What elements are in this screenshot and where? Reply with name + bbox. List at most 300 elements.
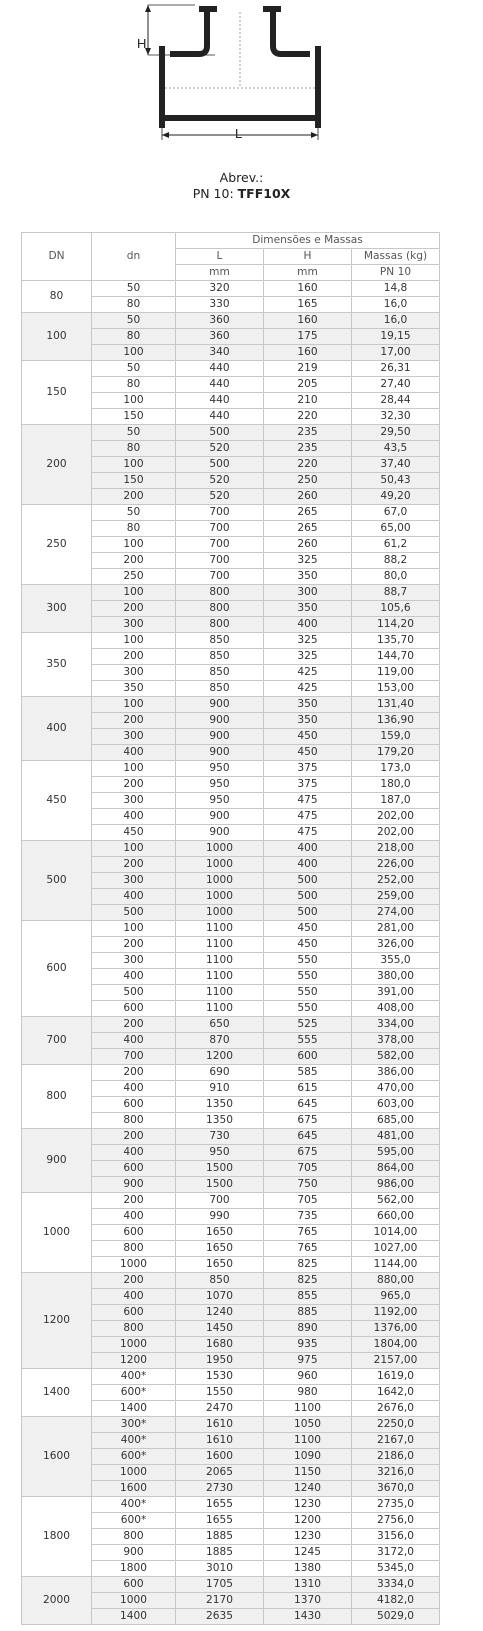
l-cell: 1100 bbox=[176, 921, 264, 937]
dn-cell: 1000 bbox=[22, 1193, 92, 1273]
l-cell: 320 bbox=[176, 281, 264, 297]
h-cell: 210 bbox=[264, 393, 352, 409]
mass-cell: 3156,0 bbox=[352, 1529, 440, 1545]
dn-group bbox=[22, 841, 440, 921]
h-cell: 960 bbox=[264, 1369, 352, 1385]
dn-small-cell: 1000 bbox=[92, 1337, 176, 1353]
dn-small-cell: 300* bbox=[92, 1417, 176, 1433]
l-cell: 1000 bbox=[176, 857, 264, 873]
mass-cell: 49,20 bbox=[352, 489, 440, 505]
dn-small-cell: 100 bbox=[92, 345, 176, 361]
mass-cell: 1192,00 bbox=[352, 1305, 440, 1321]
h-cell: 175 bbox=[264, 329, 352, 345]
mass-cell: 2735,0 bbox=[352, 1497, 440, 1513]
h-cell: 450 bbox=[264, 937, 352, 953]
h-cell: 765 bbox=[264, 1225, 352, 1241]
dn-small-cell: 50 bbox=[92, 425, 176, 441]
mass-cell: 131,40 bbox=[352, 697, 440, 713]
l-cell: 850 bbox=[176, 681, 264, 697]
h-cell: 1100 bbox=[264, 1433, 352, 1449]
l-cell: 1100 bbox=[176, 937, 264, 953]
header-mass: Massas (kg) bbox=[352, 249, 440, 265]
l-cell: 1650 bbox=[176, 1257, 264, 1273]
dn-small-cell: 600 bbox=[92, 1001, 176, 1017]
dn-small-cell: 200 bbox=[92, 489, 176, 505]
h-cell: 425 bbox=[264, 665, 352, 681]
l-cell: 520 bbox=[176, 473, 264, 489]
dn-small-cell: 600 bbox=[92, 1577, 176, 1593]
dn-group bbox=[22, 1065, 440, 1129]
l-cell: 700 bbox=[176, 1193, 264, 1209]
dn-cell: 800 bbox=[22, 1065, 92, 1129]
l-cell: 700 bbox=[176, 537, 264, 553]
table-row bbox=[22, 1065, 440, 1081]
h-cell: 980 bbox=[264, 1385, 352, 1401]
dn-small-cell: 600* bbox=[92, 1385, 176, 1401]
h-cell: 615 bbox=[264, 1081, 352, 1097]
table-row bbox=[22, 585, 440, 601]
dn-small-cell: 400 bbox=[92, 1209, 176, 1225]
dn-small-cell: 400 bbox=[92, 1033, 176, 1049]
l-cell: 1200 bbox=[176, 1049, 264, 1065]
h-cell: 475 bbox=[264, 825, 352, 841]
mass-cell: 179,20 bbox=[352, 745, 440, 761]
l-cell: 1350 bbox=[176, 1097, 264, 1113]
l-cell: 1705 bbox=[176, 1577, 264, 1593]
dn-group bbox=[22, 761, 440, 841]
mass-cell: 88,7 bbox=[352, 585, 440, 601]
h-cell: 1200 bbox=[264, 1513, 352, 1529]
h-cell: 325 bbox=[264, 633, 352, 649]
dn-small-cell: 200 bbox=[92, 553, 176, 569]
h-cell: 265 bbox=[264, 505, 352, 521]
l-cell: 1000 bbox=[176, 905, 264, 921]
mass-cell: 173,0 bbox=[352, 761, 440, 777]
h-cell: 550 bbox=[264, 985, 352, 1001]
mass-cell: 986,00 bbox=[352, 1177, 440, 1193]
h-cell: 525 bbox=[264, 1017, 352, 1033]
dn-small-cell: 900 bbox=[92, 1545, 176, 1561]
mass-cell: 4182,0 bbox=[352, 1593, 440, 1609]
mass-cell: 3334,0 bbox=[352, 1577, 440, 1593]
l-cell: 990 bbox=[176, 1209, 264, 1225]
h-cell: 475 bbox=[264, 793, 352, 809]
mass-cell: 105,6 bbox=[352, 601, 440, 617]
h-cell: 1100 bbox=[264, 1401, 352, 1417]
dn-cell: 700 bbox=[22, 1017, 92, 1065]
h-cell: 300 bbox=[264, 585, 352, 601]
dn-small-cell: 100 bbox=[92, 537, 176, 553]
mass-cell: 378,00 bbox=[352, 1033, 440, 1049]
dn-small-cell: 1800 bbox=[92, 1561, 176, 1577]
dn-small-cell: 50 bbox=[92, 361, 176, 377]
table-row bbox=[22, 425, 440, 441]
dn-cell: 200 bbox=[22, 425, 92, 505]
l-cell: 900 bbox=[176, 745, 264, 761]
dn-small-cell: 100 bbox=[92, 633, 176, 649]
l-cell: 1100 bbox=[176, 969, 264, 985]
dn-cell: 80 bbox=[22, 281, 92, 313]
mass-cell: 80,0 bbox=[352, 569, 440, 585]
h-cell: 825 bbox=[264, 1257, 352, 1273]
l-cell: 2065 bbox=[176, 1465, 264, 1481]
dn-small-cell: 400* bbox=[92, 1369, 176, 1385]
l-cell: 900 bbox=[176, 713, 264, 729]
dn-group bbox=[22, 1577, 440, 1625]
h-cell: 450 bbox=[264, 921, 352, 937]
mass-cell: 37,40 bbox=[352, 457, 440, 473]
l-cell: 2470 bbox=[176, 1401, 264, 1417]
dn-small-cell: 400* bbox=[92, 1433, 176, 1449]
l-cell: 1550 bbox=[176, 1385, 264, 1401]
dn-group bbox=[22, 1369, 440, 1417]
h-cell: 265 bbox=[264, 521, 352, 537]
dn-small-cell: 700 bbox=[92, 1049, 176, 1065]
h-cell: 220 bbox=[264, 409, 352, 425]
l-cell: 700 bbox=[176, 553, 264, 569]
dn-small-cell: 200 bbox=[92, 1017, 176, 1033]
dn-small-cell: 400 bbox=[92, 889, 176, 905]
h-cell: 585 bbox=[264, 1065, 352, 1081]
l-cell: 700 bbox=[176, 569, 264, 585]
dn-small-cell: 300 bbox=[92, 953, 176, 969]
dn-small-cell: 80 bbox=[92, 377, 176, 393]
l-cell: 850 bbox=[176, 665, 264, 681]
dn-small-cell: 100 bbox=[92, 585, 176, 601]
l-cell: 500 bbox=[176, 425, 264, 441]
l-cell: 910 bbox=[176, 1081, 264, 1097]
dn-cell: 100 bbox=[22, 313, 92, 361]
dn-small-cell: 1600 bbox=[92, 1481, 176, 1497]
l-cell: 900 bbox=[176, 729, 264, 745]
header-h-unit: mm bbox=[264, 265, 352, 281]
dn-small-cell: 100 bbox=[92, 393, 176, 409]
mass-cell: 119,00 bbox=[352, 665, 440, 681]
l-cell: 330 bbox=[176, 297, 264, 313]
l-cell: 1610 bbox=[176, 1433, 264, 1449]
header-dn: DN bbox=[22, 233, 92, 281]
dn-cell: 1600 bbox=[22, 1417, 92, 1497]
dn-small-cell: 300 bbox=[92, 617, 176, 633]
table-row bbox=[22, 281, 440, 297]
mass-cell: 32,30 bbox=[352, 409, 440, 425]
dn-small-cell: 1400 bbox=[92, 1609, 176, 1625]
mass-cell: 159,0 bbox=[352, 729, 440, 745]
dn-small-cell: 100 bbox=[92, 921, 176, 937]
dn-cell: 2000 bbox=[22, 1577, 92, 1625]
l-cell: 850 bbox=[176, 649, 264, 665]
dn-cell: 1200 bbox=[22, 1273, 92, 1369]
h-cell: 975 bbox=[264, 1353, 352, 1369]
l-cell: 1650 bbox=[176, 1225, 264, 1241]
l-cell: 730 bbox=[176, 1129, 264, 1145]
mass-cell: 380,00 bbox=[352, 969, 440, 985]
l-cell: 340 bbox=[176, 345, 264, 361]
dn-small-cell: 400 bbox=[92, 969, 176, 985]
l-cell: 1655 bbox=[176, 1497, 264, 1513]
h-cell: 855 bbox=[264, 1289, 352, 1305]
mass-cell: 685,00 bbox=[352, 1113, 440, 1129]
l-cell: 1950 bbox=[176, 1353, 264, 1369]
l-cell: 900 bbox=[176, 825, 264, 841]
l-cell: 2635 bbox=[176, 1609, 264, 1625]
mass-cell: 1027,00 bbox=[352, 1241, 440, 1257]
mass-cell: 3172,0 bbox=[352, 1545, 440, 1561]
mass-cell: 880,00 bbox=[352, 1273, 440, 1289]
h-cell: 375 bbox=[264, 777, 352, 793]
dn-small-cell: 500 bbox=[92, 905, 176, 921]
dn-small-cell: 400 bbox=[92, 1145, 176, 1161]
dn-group bbox=[22, 1017, 440, 1065]
mass-cell: 114,20 bbox=[352, 617, 440, 633]
table-row bbox=[22, 697, 440, 713]
mass-cell: 274,00 bbox=[352, 905, 440, 921]
h-cell: 350 bbox=[264, 601, 352, 617]
dn-small-cell: 600 bbox=[92, 1097, 176, 1113]
l-cell: 1100 bbox=[176, 953, 264, 969]
mass-cell: 14,8 bbox=[352, 281, 440, 297]
dn-small-cell: 400 bbox=[92, 1081, 176, 1097]
mass-cell: 2167,0 bbox=[352, 1433, 440, 1449]
h-cell: 400 bbox=[264, 617, 352, 633]
dn-small-cell: 400* bbox=[92, 1497, 176, 1513]
dn-small-cell: 200 bbox=[92, 1273, 176, 1289]
h-cell: 375 bbox=[264, 761, 352, 777]
dn-small-cell: 100 bbox=[92, 841, 176, 857]
dn-small-cell: 800 bbox=[92, 1241, 176, 1257]
h-cell: 550 bbox=[264, 1001, 352, 1017]
mass-cell: 386,00 bbox=[352, 1065, 440, 1081]
h-cell: 1230 bbox=[264, 1529, 352, 1545]
h-cell: 675 bbox=[264, 1113, 352, 1129]
l-cell: 1070 bbox=[176, 1289, 264, 1305]
table-row bbox=[22, 633, 440, 649]
dn-small-cell: 400 bbox=[92, 1289, 176, 1305]
dn-small-cell: 900 bbox=[92, 1177, 176, 1193]
dn-small-cell: 200 bbox=[92, 601, 176, 617]
dimensions-table bbox=[21, 232, 440, 1625]
h-cell: 235 bbox=[264, 425, 352, 441]
mass-cell: 2250,0 bbox=[352, 1417, 440, 1433]
table-row bbox=[22, 841, 440, 857]
mass-cell: 144,70 bbox=[352, 649, 440, 665]
h-cell: 400 bbox=[264, 841, 352, 857]
mass-cell: 67,0 bbox=[352, 505, 440, 521]
h-cell: 425 bbox=[264, 681, 352, 697]
h-cell: 260 bbox=[264, 537, 352, 553]
mass-cell: 1014,00 bbox=[352, 1225, 440, 1241]
l-cell: 1610 bbox=[176, 1417, 264, 1433]
l-cell: 1000 bbox=[176, 889, 264, 905]
dn-group bbox=[22, 585, 440, 633]
dn-small-cell: 600 bbox=[92, 1305, 176, 1321]
product-caption bbox=[0, 170, 483, 202]
l-cell: 650 bbox=[176, 1017, 264, 1033]
l-cell: 1650 bbox=[176, 1241, 264, 1257]
dn-small-cell: 250 bbox=[92, 569, 176, 585]
dn-small-cell: 1200 bbox=[92, 1353, 176, 1369]
dn-group bbox=[22, 1129, 440, 1193]
mass-cell: 2676,0 bbox=[352, 1401, 440, 1417]
l-cell: 1000 bbox=[176, 841, 264, 857]
dn-small-cell: 50 bbox=[92, 505, 176, 521]
l-cell: 950 bbox=[176, 1145, 264, 1161]
l-cell: 850 bbox=[176, 633, 264, 649]
dn-small-cell: 200 bbox=[92, 777, 176, 793]
mass-cell: 1804,00 bbox=[352, 1337, 440, 1353]
dn-cell: 500 bbox=[22, 841, 92, 921]
dn-small-cell: 300 bbox=[92, 665, 176, 681]
mass-cell: 408,00 bbox=[352, 1001, 440, 1017]
dn-small-cell: 350 bbox=[92, 681, 176, 697]
dn-small-cell: 600 bbox=[92, 1161, 176, 1177]
dn-group bbox=[22, 1417, 440, 1497]
dn-small-cell: 80 bbox=[92, 441, 176, 457]
mass-cell: 391,00 bbox=[352, 985, 440, 1001]
header-mass-unit: PN 10 bbox=[352, 265, 440, 281]
table-row bbox=[22, 505, 440, 521]
l-cell: 1655 bbox=[176, 1513, 264, 1529]
dn-small-cell: 80 bbox=[92, 521, 176, 537]
h-cell: 645 bbox=[264, 1097, 352, 1113]
h-cell: 1430 bbox=[264, 1609, 352, 1625]
l-cell: 520 bbox=[176, 441, 264, 457]
mass-cell: 2756,0 bbox=[352, 1513, 440, 1529]
h-cell: 600 bbox=[264, 1049, 352, 1065]
l-cell: 2170 bbox=[176, 1593, 264, 1609]
l-cell: 1450 bbox=[176, 1321, 264, 1337]
l-cell: 1500 bbox=[176, 1177, 264, 1193]
dn-cell: 400 bbox=[22, 697, 92, 761]
dn-small-cell: 150 bbox=[92, 473, 176, 489]
table-row bbox=[22, 1193, 440, 1209]
dn-small-cell: 80 bbox=[92, 329, 176, 345]
dn-small-cell: 300 bbox=[92, 873, 176, 889]
h-cell: 1370 bbox=[264, 1593, 352, 1609]
mass-cell: 27,40 bbox=[352, 377, 440, 393]
l-cell: 870 bbox=[176, 1033, 264, 1049]
mass-cell: 1144,00 bbox=[352, 1257, 440, 1273]
dn-small-cell: 80 bbox=[92, 297, 176, 313]
h-cell: 550 bbox=[264, 969, 352, 985]
l-cell: 360 bbox=[176, 329, 264, 345]
dn-cell: 250 bbox=[22, 505, 92, 585]
h-dimension-label: H bbox=[137, 36, 147, 51]
h-cell: 325 bbox=[264, 553, 352, 569]
mass-cell: 281,00 bbox=[352, 921, 440, 937]
l-cell: 1100 bbox=[176, 985, 264, 1001]
mass-cell: 1642,0 bbox=[352, 1385, 440, 1401]
l-cell: 440 bbox=[176, 393, 264, 409]
mass-cell: 326,00 bbox=[352, 937, 440, 953]
h-cell: 1310 bbox=[264, 1577, 352, 1593]
dn-cell: 900 bbox=[22, 1129, 92, 1193]
l-cell: 690 bbox=[176, 1065, 264, 1081]
dn-cell: 450 bbox=[22, 761, 92, 841]
l-cell: 1100 bbox=[176, 1001, 264, 1017]
l-cell: 500 bbox=[176, 457, 264, 473]
header-dn-small: dn bbox=[92, 233, 176, 281]
h-cell: 825 bbox=[264, 1273, 352, 1289]
mass-cell: 481,00 bbox=[352, 1129, 440, 1145]
h-cell: 160 bbox=[264, 313, 352, 329]
mass-cell: 603,00 bbox=[352, 1097, 440, 1113]
mass-cell: 218,00 bbox=[352, 841, 440, 857]
abrev-label: Abrev.: bbox=[219, 170, 264, 185]
table-row bbox=[22, 1129, 440, 1145]
dn-small-cell: 1000 bbox=[92, 1257, 176, 1273]
mass-cell: 1376,00 bbox=[352, 1321, 440, 1337]
h-cell: 220 bbox=[264, 457, 352, 473]
mass-cell: 29,50 bbox=[352, 425, 440, 441]
dn-small-cell: 400 bbox=[92, 745, 176, 761]
l-cell: 1500 bbox=[176, 1161, 264, 1177]
dn-small-cell: 600 bbox=[92, 1225, 176, 1241]
dn-small-cell: 800 bbox=[92, 1113, 176, 1129]
dn-group bbox=[22, 1273, 440, 1369]
mass-cell: 50,43 bbox=[352, 473, 440, 489]
l-cell: 950 bbox=[176, 761, 264, 777]
h-cell: 165 bbox=[264, 297, 352, 313]
mass-cell: 5029,0 bbox=[352, 1609, 440, 1625]
dn-cell: 1800 bbox=[22, 1497, 92, 1577]
dn-group bbox=[22, 1193, 440, 1273]
dn-small-cell: 300 bbox=[92, 793, 176, 809]
l-cell: 440 bbox=[176, 377, 264, 393]
mass-cell: 202,00 bbox=[352, 825, 440, 841]
h-cell: 500 bbox=[264, 873, 352, 889]
header-group: Dimensões e Massas bbox=[176, 233, 440, 249]
table-row bbox=[22, 921, 440, 937]
h-cell: 350 bbox=[264, 697, 352, 713]
h-cell: 765 bbox=[264, 1241, 352, 1257]
header-l-unit: mm bbox=[176, 265, 264, 281]
dn-small-cell: 100 bbox=[92, 697, 176, 713]
dn-small-cell: 500 bbox=[92, 985, 176, 1001]
h-cell: 475 bbox=[264, 809, 352, 825]
l-cell: 360 bbox=[176, 313, 264, 329]
header-l: L bbox=[176, 249, 264, 265]
dn-small-cell: 1000 bbox=[92, 1465, 176, 1481]
l-cell: 1885 bbox=[176, 1545, 264, 1561]
mass-cell: 2186,0 bbox=[352, 1449, 440, 1465]
dn-small-cell: 200 bbox=[92, 1193, 176, 1209]
dn-small-cell: 400 bbox=[92, 809, 176, 825]
table-row bbox=[22, 313, 440, 329]
dn-group bbox=[22, 281, 440, 313]
table-row bbox=[22, 1577, 440, 1593]
table-row bbox=[22, 1417, 440, 1433]
dn-small-cell: 600* bbox=[92, 1513, 176, 1529]
h-cell: 1240 bbox=[264, 1481, 352, 1497]
h-cell: 500 bbox=[264, 889, 352, 905]
header-h: H bbox=[264, 249, 352, 265]
table-row bbox=[22, 1497, 440, 1513]
pn-code-line bbox=[0, 186, 483, 202]
h-cell: 555 bbox=[264, 1033, 352, 1049]
l-cell: 1530 bbox=[176, 1369, 264, 1385]
h-cell: 260 bbox=[264, 489, 352, 505]
mass-cell: 595,00 bbox=[352, 1145, 440, 1161]
dn-group bbox=[22, 505, 440, 585]
mass-cell: 19,15 bbox=[352, 329, 440, 345]
dn-small-cell: 300 bbox=[92, 729, 176, 745]
mass-cell: 17,00 bbox=[352, 345, 440, 361]
l-cell: 1350 bbox=[176, 1113, 264, 1129]
mass-cell: 2157,00 bbox=[352, 1353, 440, 1369]
h-cell: 250 bbox=[264, 473, 352, 489]
h-cell: 735 bbox=[264, 1209, 352, 1225]
